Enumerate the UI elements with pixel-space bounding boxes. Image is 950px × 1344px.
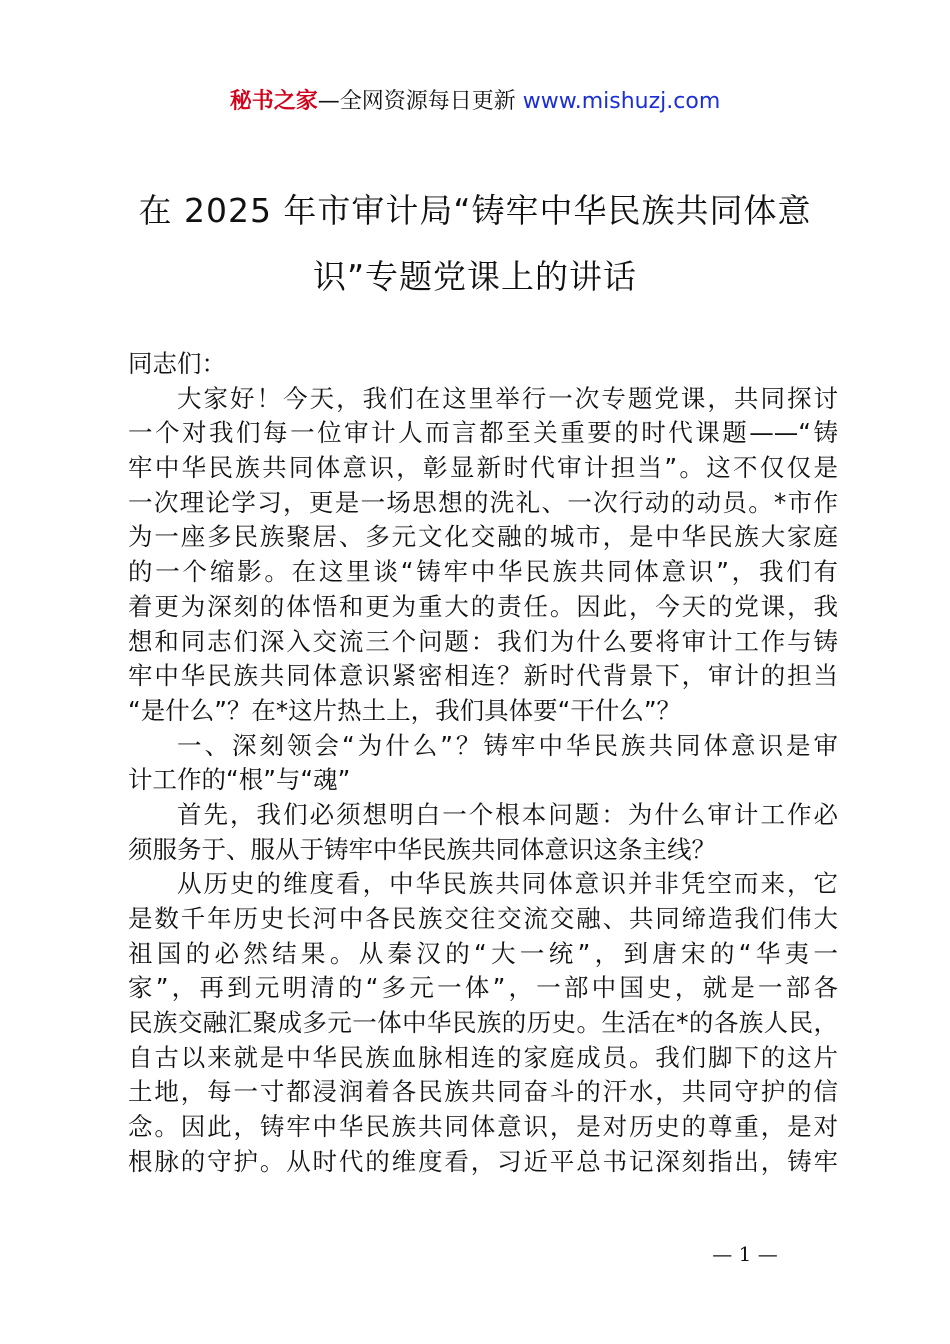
- title-line: 识”专题党课上的讲话: [312, 257, 638, 296]
- document-body: [128, 347, 838, 1180]
- page-number: — 1 —: [712, 1242, 778, 1266]
- body-line: 着更为深刻的体悟和更为重大的责任。因此，今天的党课，我: [128, 591, 838, 621]
- body-line: “是什么”？在*这片热土上，我们具体要“干什么”？: [128, 695, 682, 725]
- body-line: 自古以来就是中华民族血脉相连的家庭成员。我们脚下的这片: [128, 1042, 838, 1072]
- brand-name: 秘书之家: [229, 89, 318, 114]
- body-line: 一个对我们每一位审计人而言都至关重要的时代课题——“铸: [128, 418, 838, 448]
- title-line: 在 2025 年市审计局“铸牢中华民族共同体意: [138, 191, 812, 230]
- body-line: 土地，每一寸都浸润着各民族共同奋斗的汗水，共同守护的信: [128, 1077, 838, 1107]
- site-url-link[interactable]: www.mishuzj.com: [522, 89, 721, 114]
- body-line: 根脉的守护。从时代的维度看，习近平总书记深刻指出，铸牢: [128, 1146, 838, 1176]
- section-heading: 一、深刻领会“为什么”？铸牢中华民族共同体意识是审: [177, 730, 838, 760]
- body-line: 为一座多民族聚居、多元文化交融的城市，是中华民族大家庭: [128, 522, 838, 552]
- body-line: 牢中华民族共同体意识紧密相连？新时代背景下，审计的担当: [128, 661, 838, 691]
- body-line: 首先，我们必须想明白一个根本问题：为什么审计工作必: [177, 799, 838, 829]
- body-line: 牢中华民族共同体意识，彰显新时代审计担当”。这不仅仅是: [128, 453, 838, 483]
- body-line: 一次理论学习，更是一场思想的洗礼、一次行动的动员。*市作: [128, 487, 838, 517]
- body-line: 须服务于、服从于铸牢中华民族共同体意识这条主线？: [128, 834, 716, 864]
- body-line: 念。因此，铸牢中华民族共同体意识，是对历史的尊重，是对: [128, 1112, 838, 1142]
- site-header: [0, 86, 950, 118]
- body-line: 家”，再到元明清的“多元一体”，一部中国史，就是一部各: [128, 973, 838, 1003]
- body-line: 祖国的必然结果。从秦汉的“大一统”，到唐宋的“华夷一: [128, 938, 838, 968]
- body-line: 大家好！今天，我们在这里举行一次专题党课，共同探讨: [177, 383, 838, 413]
- body-line: 的一个缩影。在这里谈“铸牢中华民族共同体意识”，我们有: [128, 557, 838, 587]
- body-line: 想和同志们深入交流三个问题：我们为什么要将审计工作与铸: [128, 626, 838, 656]
- document-title: [120, 178, 830, 310]
- header-slogan: —全网资源每日更新: [317, 89, 523, 114]
- body-line: 从历史的维度看，中华民族共同体意识并非凭空而来，它: [177, 869, 838, 899]
- body-line: 民族交融汇聚成多元一体中华民族的历史。生活在*的各族人民，: [128, 1008, 838, 1038]
- section-heading: 计工作的“根”与“魂”: [128, 765, 351, 795]
- salutation: 同志们：: [128, 349, 226, 378]
- body-line: 是数千年历史长河中各民族交往交流交融、共同缔造我们伟大: [128, 904, 838, 933]
